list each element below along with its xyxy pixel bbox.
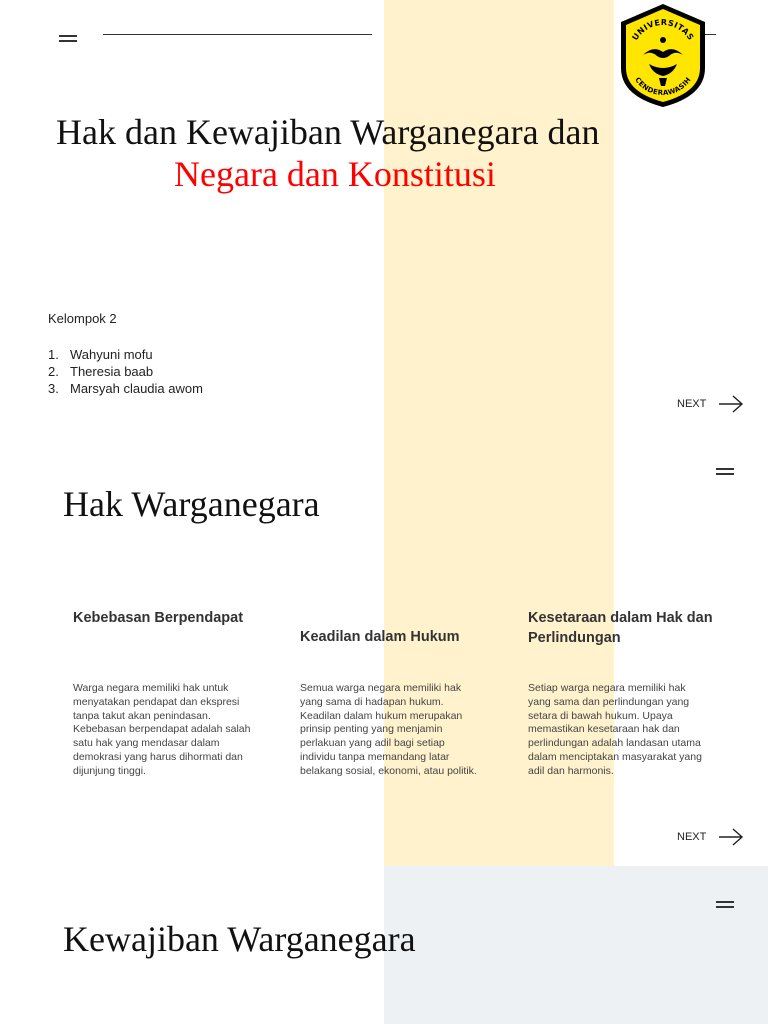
menu-icon[interactable]: [59, 35, 77, 42]
presentation-title-line1: Hak dan Kewajiban Warganegara dan: [56, 112, 600, 152]
svg-text:CENDERAWASIH: CENDERAWASIH: [633, 75, 693, 98]
next-label: NEXT: [677, 831, 707, 843]
slide-title: [0, 0, 768, 433]
next-button[interactable]: [677, 395, 744, 413]
member-item: 3. Marsyah claudia awom: [48, 381, 203, 396]
svg-text:UNIVERSITAS: UNIVERSITAS: [630, 17, 696, 43]
presentation-title-line2: Negara dan Konstitusi: [174, 154, 496, 194]
yellow-accent-band: [384, 0, 614, 433]
yellow-accent-band: [384, 433, 614, 866]
member-list: [48, 346, 203, 397]
slide-kewajiban-warganegara: [0, 866, 768, 1024]
section-title: Hak Warganegara: [63, 484, 320, 524]
column-title-kebebasan: Kebebasan Berpendapat: [73, 610, 244, 626]
next-label: NEXT: [677, 398, 707, 410]
member-item: 1. Wahyuni mofu: [48, 347, 153, 362]
menu-icon[interactable]: [716, 468, 734, 475]
slide-hak-warganegara: [0, 433, 768, 866]
column-body-keadilan: Semua warga negara memiliki hak yang sama di hadapan hukum. Keadilan dalam hukum merupakan prinsip penting yang menjamin perlakuan yang adil bagi setiap individu tanpa memandang latar belakang sosial, ekonomi, atau politik.: [300, 682, 477, 777]
column-title-kesetaraan: Kesetaraan dalam Hak dan Perlindungan: [528, 610, 713, 646]
column-title-keadilan: Keadilan dalam Hukum: [300, 629, 460, 645]
section-title: Kewajiban Warganegara: [63, 919, 416, 959]
arrow-right-icon: [718, 395, 744, 413]
university-logo: [613, 0, 713, 110]
member-item: 2. Theresia baab: [48, 364, 154, 379]
group-label: Kelompok 2: [48, 311, 117, 326]
column-body-kesetaraan: Setiap warga negara memiliki hak yang sama dan perlindungan yang setara di bawah hukum. Upaya memastikan kesetaraan hak dan perlindungan adalah landasan utama dalam menciptakan masyarakat yang adil dan harmonis.: [528, 682, 702, 777]
next-button[interactable]: [677, 828, 744, 846]
top-divider: [103, 34, 372, 35]
column-body-kebebasan: Warga negara memiliki hak untuk menyatakan pendapat dan ekspresi tanpa takut akan penindasan. Kebebasan berpendapat adalah salah satu hak yang mendasar dalam demokrasi yang harus dihormati dan dijunjung tinggi.: [73, 682, 251, 777]
menu-icon[interactable]: [716, 901, 734, 908]
gray-accent-panel: [384, 866, 768, 1024]
arrow-right-icon: [718, 828, 744, 846]
